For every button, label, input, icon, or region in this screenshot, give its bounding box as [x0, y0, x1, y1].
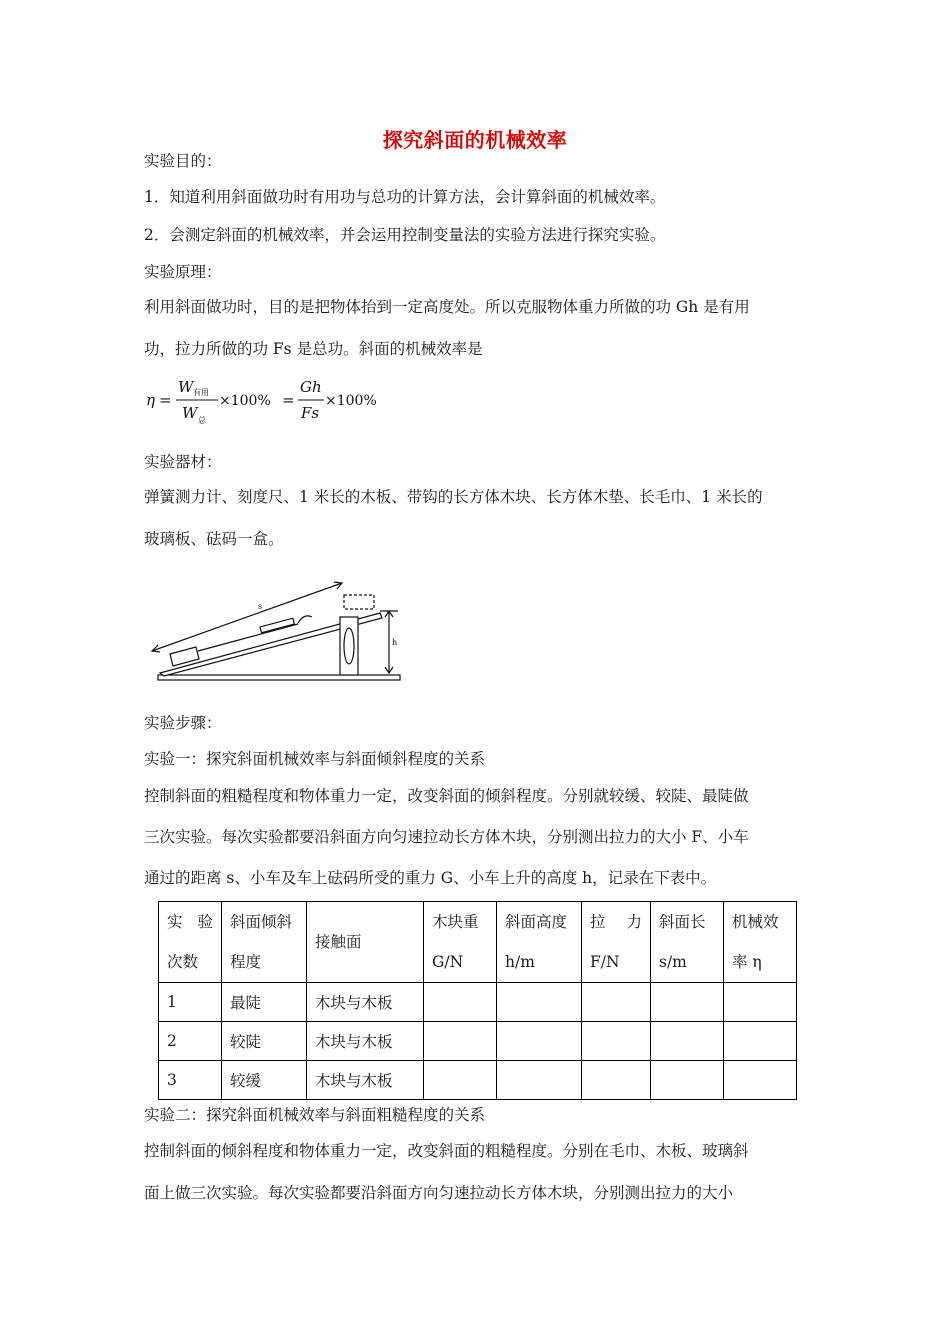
- principle-line-1: 利用斜面做功时，目的是把物体抬到一定高度处。所以克服物体重力所做的功 Gh 是有用: [144, 298, 750, 316]
- table-row: [159, 1061, 797, 1100]
- table-cell[interactable]: [724, 1022, 797, 1061]
- formula-times-2: ×100%: [325, 393, 377, 409]
- efficiency-formula: [146, 374, 406, 426]
- spring-scale: [260, 618, 294, 633]
- final-position-dashed: [344, 595, 374, 609]
- formula-den1: W: [182, 404, 198, 422]
- formula-num2: Gh: [300, 378, 322, 396]
- table-header-cell: 斜面倾斜 程度: [222, 902, 307, 983]
- table-cell[interactable]: [497, 983, 582, 1022]
- exp1-line-3: 通过的距离 s、小车及车上砝码所受的重力 G、小车上升的高度 h，记录在下表中。: [144, 869, 717, 887]
- principle-line-2: 功，拉力所做的功 Fs 是总功。斜面的机械效率是: [144, 340, 483, 358]
- formula-den1-sub: 总: [198, 416, 206, 425]
- table-cell[interactable]: [424, 1061, 497, 1100]
- principle-heading: 实验原理：: [144, 263, 222, 281]
- exp2-line-2: 面上做三次实验。每次实验都要沿斜面方向匀速拉动长方体木块，分别测出拉力的大小: [144, 1184, 734, 1202]
- purpose-item-2: 2．会测定斜面的机械效率，并会运用控制变量法的实验方法进行探究实验。: [144, 226, 666, 244]
- exp2-line-1: 控制斜面的倾斜程度和物体重力一定，改变斜面的粗糙程度。分别在毛巾、木板、玻璃斜: [144, 1142, 749, 1160]
- table-cell: 木块与木板: [307, 1022, 424, 1061]
- table-cell[interactable]: [497, 1022, 582, 1061]
- s-arrow-line: [152, 583, 342, 651]
- formula-equals-2: =: [282, 391, 295, 409]
- table-cell[interactable]: [582, 983, 651, 1022]
- steps-heading: 实验步骤：: [144, 714, 222, 732]
- hand-icon: [298, 616, 312, 623]
- table-cell: 1: [159, 983, 222, 1022]
- table-header-cell: 机械效 率 η: [724, 902, 797, 983]
- table-header-cell: 实 验 次数: [159, 902, 222, 983]
- table-header-cell: 接触面: [307, 902, 424, 983]
- figure-label-s: s: [258, 602, 263, 611]
- formula-equals-1: =: [159, 391, 172, 409]
- table-header-cell: 木块重 G/N: [424, 902, 497, 983]
- table-cell: 2: [159, 1022, 222, 1061]
- table-cell[interactable]: [582, 1061, 651, 1100]
- formula-times-1: ×100%: [219, 393, 271, 409]
- table-cell: 较缓: [222, 1061, 307, 1100]
- experiment-1-table: [158, 901, 797, 1100]
- formula-den2: Fs: [301, 404, 320, 422]
- table-cell[interactable]: [724, 1061, 797, 1100]
- table-cell[interactable]: [651, 1061, 724, 1100]
- table-cell[interactable]: [651, 1022, 724, 1061]
- exp1-line-2: 三次实验。每次实验都要沿斜面方向匀速拉动长方体木块，分别测出拉力的大小 F、小车: [144, 828, 749, 846]
- materials-line-2: 玻璃板、砝码一盒。: [144, 530, 284, 548]
- pull-string: [198, 624, 298, 651]
- table-row: [159, 1022, 797, 1061]
- table-cell[interactable]: [424, 983, 497, 1022]
- materials-line-1: 弹簧测力计、刻度尺、1 米长的木板、带钩的长方体木块、长方体木垫、长毛巾、1 米长的: [144, 488, 763, 506]
- table-header-cell: 斜面高度 h/m: [497, 902, 582, 983]
- table-header-cell: 拉 力 F/N: [582, 902, 651, 983]
- exp1-title: 实验一：探究斜面机械效率与斜面倾斜程度的关系: [144, 750, 486, 768]
- table-header-cell: 斜面长 s/m: [651, 902, 724, 983]
- exp1-line-1: 控制斜面的粗糙程度和物体重力一定，改变斜面的倾斜程度。分别就较缓、较陡、最陡做: [144, 787, 749, 805]
- table-row: [159, 983, 797, 1022]
- table-cell[interactable]: [424, 1022, 497, 1061]
- table-cell[interactable]: [724, 983, 797, 1022]
- figure-label-h: h: [392, 638, 398, 647]
- table-cell[interactable]: [582, 1022, 651, 1061]
- support-block: [340, 617, 358, 675]
- purpose-heading: 实验目的：: [144, 152, 222, 170]
- formula-eta: η: [146, 391, 155, 409]
- table-cell: 最陡: [222, 983, 307, 1022]
- exp2-title: 实验二：探究斜面机械效率与斜面粗糙程度的关系: [144, 1106, 486, 1124]
- table-header-row: [159, 902, 797, 983]
- table-cell: 较陡: [222, 1022, 307, 1061]
- formula-num1-sub: 有用: [193, 388, 209, 397]
- table-cell[interactable]: [497, 1061, 582, 1100]
- base-board: [158, 675, 400, 680]
- inclined-plane-figure: [148, 575, 408, 687]
- page-title: 探究斜面的机械效率: [382, 128, 568, 152]
- table-cell[interactable]: [651, 983, 724, 1022]
- table-cell: 3: [159, 1061, 222, 1100]
- purpose-item-1: 1．知道利用斜面做功时有用功与总功的计算方法，会计算斜面的机械效率。: [144, 188, 666, 206]
- materials-heading: 实验器材：: [144, 453, 222, 471]
- table-cell: 木块与木板: [307, 1061, 424, 1100]
- formula-num1: W: [178, 378, 194, 396]
- table-cell: 木块与木板: [307, 983, 424, 1022]
